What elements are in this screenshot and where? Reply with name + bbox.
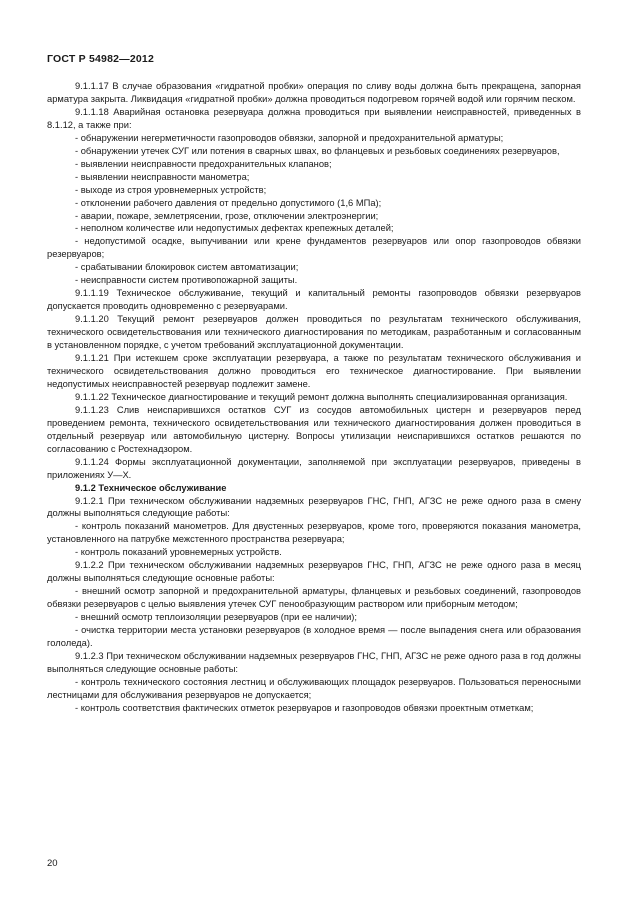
list-item: - обнаружении негерметичности газопроводов обвязки, запорной и предохранительной арматуры; xyxy=(75,132,504,143)
list-item: - контроль показаний манометров. Для двустенных резервуаров, кроме того, проверяются показания манометра, установленного на патрубке межстенного пространства резервуара; xyxy=(47,521,581,545)
list-item: - выходе из строя уровнемерных устройств; xyxy=(75,184,267,195)
paragraph: 9.1.1.20 Текущий ремонт резервуаров должен проводиться по результатам технического обслуживания, технического освидетельствования или технического диагностирования по методикам, разработанным и согласованным в установленном порядке, с учетом требований эксплуатационной документации. xyxy=(47,314,581,351)
paragraph: 9.1.1.22 Техническое диагностирование и текущий ремонт должна выполнять специализированная организация. xyxy=(75,391,568,402)
section-heading: 9.1.2 Техническое обслуживание xyxy=(75,482,227,493)
list-item: - неисправности систем противопожарной защиты. xyxy=(75,275,298,286)
document-header: ГОСТ Р 54982—2012 xyxy=(47,53,155,65)
list-item: - срабатывании блокировок систем автоматизации; xyxy=(75,262,299,273)
list-item: - очистка территории места установки резервуаров (в холодное время — после выпадения снега или образования гололеда). xyxy=(47,625,581,648)
list-item: - выявлении неисправности манометра; xyxy=(75,171,250,182)
list-item: - контроль показаний уровнемерных устройств. xyxy=(75,547,282,558)
list-item: - контроль соответствия фактических отметок резервуаров и газопроводов обвязки проектным отметкам; xyxy=(75,702,534,713)
list-item: - аварии, пожаре, землетрясении, грозе, отключении электроэнергии; xyxy=(75,210,379,221)
paragraph: 9.1.1.21 При истекшем сроке эксплуатации резервуара, а также по результатам технического обслуживания и технического освидетельствования должно проводиться его техническое диагностирование. При выявлении недопустимых неисправностей резервуар подлежит замене. xyxy=(47,353,581,389)
list-item: - внешний осмотр запорной и предохранительной арматуры, фланцевых и резьбовых соединений, газопроводов обвязки резервуаров с целью выявления утечек СУГ пенообразующим раствором или приборным методом; xyxy=(47,586,581,610)
page-number: 20 xyxy=(47,858,58,869)
paragraph: 9.1.1.19 Техническое обслуживание, текущий и капитальный ремонты газопроводов обвязки резервуаров допускается проводить одновременно с резервуарами. xyxy=(47,288,581,312)
list-item: - недопустимой осадке, выпучивании или крене фундаментов резервуаров или опор газопроводов обвязки резервуаров; xyxy=(47,236,581,260)
list-item: - контроль технического состояния лестниц и обслуживающих площадок резервуаров. Пользоваться переносными лестницами для обслуживания резервуаров не допускается; xyxy=(47,676,581,700)
paragraph: 9.1.1.18 Аварийная остановка резервуара должна проводиться при выявлении неисправностей, приведенных в 8.1.12, а также при: xyxy=(47,106,581,130)
paragraph: 9.1.1.24 Формы эксплуатационной документации, заполняемой при эксплуатации резервуаров, приведены в приложениях У—Х. xyxy=(47,456,581,480)
paragraph: 9.1.1.17 В случае образования «гидратной пробки» операция по сливу воды должна быть прекращена, запорная арматура закрыта. Ликвидация «гидратной пробки» должна проводиться подогревом горячей водой или горячим песком. xyxy=(47,81,581,104)
paragraph: 9.1.2.1 При техническом обслуживании надземных резервуаров ГНС, ГНП, АГЗС не реже одного раза в смену должны выполняться следующие работы: xyxy=(47,495,581,519)
list-item: - внешний осмотр теплоизоляции резервуаров (при ее наличии); xyxy=(75,612,357,623)
list-item: - неполном количестве или недопустимых дефектах крепежных деталей; xyxy=(75,223,394,234)
list-item: - обнаружении утечек СУГ или потения в сварных швах, во фланцевых и резьбовых соединениях резервуаров, xyxy=(75,145,560,156)
paragraph: 9.1.2.2 При техническом обслуживании надземных резервуаров ГНС, ГНП, АГЗС не реже одного раза в месяц должны выполняться следующие основные работы: xyxy=(47,560,581,584)
document-body xyxy=(47,80,581,715)
paragraph: 9.1.1.23 Слив неиспарившихся остатков СУГ из сосудов автомобильных цистерн и резервуаров перед проведением ремонта, технического освидетельствования или технического диагностирования должен проводиться в отдельный резервуар или автомобильную цистерну. Вопросы утилизации неиспарившихся остатков решаются по согласованию с Ростехнадзором. xyxy=(47,404,581,454)
list-item: - выявлении неисправности предохранительных клапанов; xyxy=(75,158,332,169)
paragraph: 9.1.2.3 При техническом обслуживании надземных резервуаров ГНС, ГНП, АГЗС не реже одного раза в год должны выполняться следующие основные работы: xyxy=(47,650,581,674)
list-item: - отклонении рабочего давления от предельно допустимого (1,6 МПа); xyxy=(75,197,382,208)
